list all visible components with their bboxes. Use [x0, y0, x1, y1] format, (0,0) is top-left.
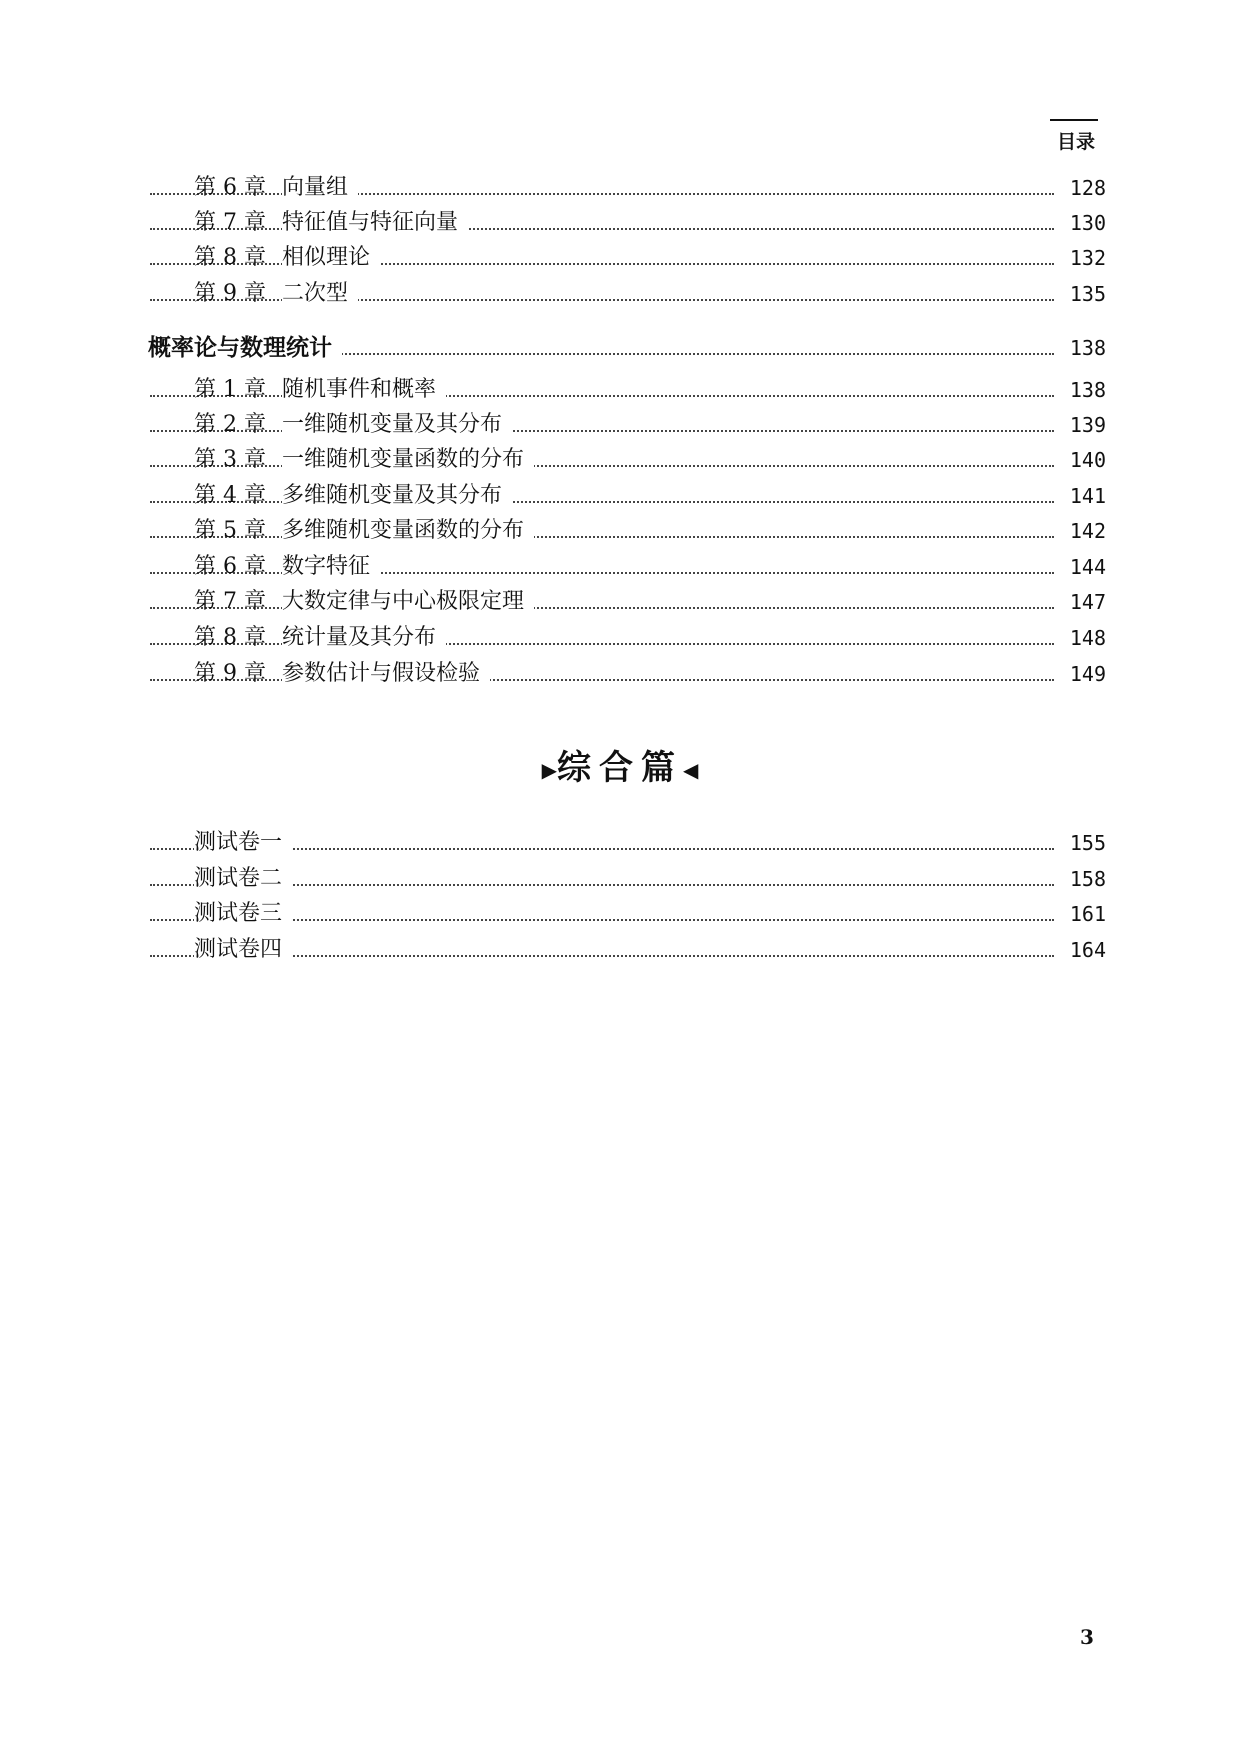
- part-heading: [0, 740, 1240, 789]
- exam-title: 测试卷一: [194, 826, 292, 860]
- chapter-number: 第 3 章: [194, 447, 266, 472]
- page-number: 3: [1080, 1625, 1094, 1649]
- toc-entry[interactable]: [0, 550, 1240, 584]
- chapter-number: 第 7 章: [194, 589, 266, 614]
- chapter-number: 第 9 章: [194, 281, 266, 306]
- page-ref: 138: [1060, 373, 1106, 407]
- exam-title: 测试卷三: [194, 897, 292, 931]
- page-ref: 149: [1060, 657, 1106, 691]
- toc-entry[interactable]: [0, 585, 1240, 619]
- page-ref: 158: [1060, 862, 1106, 896]
- toc-entry[interactable]: [0, 897, 1240, 931]
- chapter-title: 一维随机变量及其分布: [282, 408, 512, 442]
- toc-entry[interactable]: [0, 277, 1240, 311]
- toc-entry[interactable]: [0, 171, 1240, 205]
- part-title: 综合篇: [557, 748, 683, 788]
- page-ref: 147: [1060, 585, 1106, 619]
- chapter-title: 参数估计与假设检验: [282, 657, 490, 691]
- toc-entry[interactable]: [0, 443, 1240, 477]
- triangle-left-icon: ◀: [683, 758, 699, 782]
- toc-entry[interactable]: [0, 408, 1240, 442]
- toc-entry[interactable]: [0, 479, 1240, 513]
- page-ref: 139: [1060, 408, 1106, 442]
- page-ref: 142: [1060, 514, 1106, 548]
- chapter-number: 第 1 章: [194, 377, 266, 402]
- chapter-number: 第 7 章: [194, 210, 266, 235]
- page-ref: 161: [1060, 897, 1106, 931]
- chapter-number: 第 9 章: [194, 661, 266, 686]
- toc-entry[interactable]: [0, 206, 1240, 240]
- chapter-title: 统计量及其分布: [282, 621, 446, 655]
- running-header: 目录: [1057, 131, 1096, 153]
- chapter-title: 一维随机变量函数的分布: [282, 443, 534, 477]
- page-ref: 130: [1060, 206, 1106, 240]
- page-ref: 164: [1060, 933, 1106, 967]
- toc-section-heading[interactable]: [0, 331, 1240, 365]
- exam-title: 测试卷二: [194, 862, 292, 896]
- chapter-title: 随机事件和概率: [282, 373, 446, 407]
- chapter-number: 第 8 章: [194, 625, 266, 650]
- page-ref: 132: [1060, 241, 1106, 275]
- chapter-number: 第 5 章: [194, 518, 266, 543]
- chapter-title: 数字特征: [282, 550, 380, 584]
- toc-entry[interactable]: [0, 514, 1240, 548]
- chapter-title: 相似理论: [282, 241, 380, 275]
- toc-entry[interactable]: [0, 862, 1240, 896]
- chapter-title: 多维随机变量函数的分布: [282, 514, 534, 548]
- chapter-number: 第 8 章: [194, 245, 266, 270]
- page-ref: 148: [1060, 621, 1106, 655]
- page-ref: 140: [1060, 443, 1106, 477]
- page-ref: 135: [1060, 277, 1106, 311]
- chapter-title: 特征值与特征向量: [282, 206, 468, 240]
- triangle-right-icon: ▶: [541, 758, 557, 782]
- page-ref: 141: [1060, 479, 1106, 513]
- chapter-title: 向量组: [282, 171, 358, 205]
- toc-entry[interactable]: [0, 621, 1240, 655]
- chapter-number: 第 4 章: [194, 483, 266, 508]
- exam-title: 测试卷四: [194, 933, 292, 967]
- chapter-number: 第 6 章: [194, 175, 266, 200]
- page-ref: 138: [1060, 331, 1106, 365]
- toc-entry[interactable]: [0, 241, 1240, 275]
- chapter-title: 多维随机变量及其分布: [282, 479, 512, 513]
- toc-entry[interactable]: [0, 826, 1240, 860]
- chapter-number: 第 2 章: [194, 412, 266, 437]
- toc-entry[interactable]: [0, 657, 1240, 691]
- chapter-title: 二次型: [282, 277, 358, 311]
- toc-entry[interactable]: [0, 933, 1240, 967]
- section-title: 概率论与数理统计: [148, 331, 342, 365]
- header-rule: [1050, 119, 1098, 121]
- chapter-number: 第 6 章: [194, 554, 266, 579]
- toc-entry[interactable]: [0, 373, 1240, 407]
- chapter-title: 大数定律与中心极限定理: [282, 585, 534, 619]
- page-ref: 144: [1060, 550, 1106, 584]
- page-ref: 128: [1060, 171, 1106, 205]
- page-ref: 155: [1060, 826, 1106, 860]
